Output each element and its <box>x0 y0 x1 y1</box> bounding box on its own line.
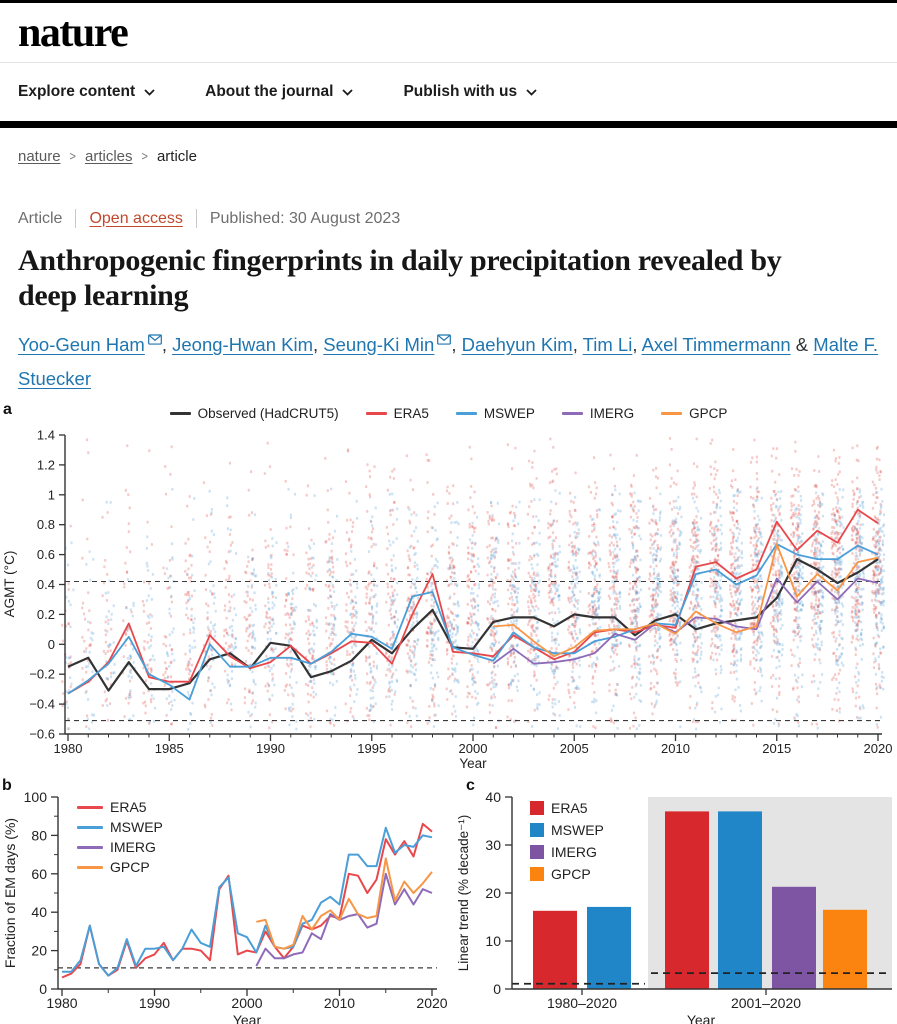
bar-2001-2020-mswep <box>718 811 762 989</box>
mswep-line <box>62 828 432 976</box>
breadcrumb-separator-icon: > <box>69 149 76 164</box>
nav-publish-with-us[interactable] <box>403 83 537 101</box>
x-axis-label: Year <box>686 1012 716 1024</box>
legend-label: ERA5 <box>393 406 429 421</box>
nav-label: Publish with us <box>403 83 518 100</box>
meta-divider <box>196 209 197 228</box>
legend-label: MSWEP <box>551 822 604 838</box>
gpcp-line <box>256 858 432 948</box>
email-icon[interactable] <box>148 322 162 356</box>
imerg-line <box>256 874 432 966</box>
legend-label: IMERG <box>589 406 635 421</box>
legend-label: IMERG <box>110 839 156 855</box>
era5-line <box>62 824 432 978</box>
legend-label: ERA5 <box>110 799 147 815</box>
open-access-link[interactable]: Open access <box>89 209 183 227</box>
published-date: Published: 30 August 2023 <box>209 209 401 227</box>
y-axis-label: AGMT (°C) <box>2 550 17 618</box>
figure-1 <box>0 401 897 1024</box>
site-header <box>0 3 897 128</box>
article-type: Article <box>18 209 63 227</box>
group-label: 1980–2020 <box>546 995 618 1011</box>
legend-label: ERA5 <box>551 800 588 816</box>
author-link[interactable]: Yoo-Geun Ham <box>18 333 145 355</box>
legend-label: Observed (HadCRUT5) <box>197 406 339 421</box>
page-title: Anthropogenic fingerprints in daily precipitation revealed by deep learning <box>18 244 782 313</box>
bar-2001-2020-era5 <box>665 811 709 989</box>
legend-label: GPCP <box>551 866 591 882</box>
y-axis-label: Linear trend (% decade⁻¹) <box>456 814 471 972</box>
meta-divider <box>75 209 76 228</box>
email-icon[interactable] <box>437 322 451 356</box>
panel-b-chart <box>0 775 460 1024</box>
chevron-down-icon <box>342 89 353 96</box>
panel-b-label: b <box>2 777 12 794</box>
y-axis-label: Fraction of EM days (%) <box>2 817 18 969</box>
breadcrumb-articles[interactable]: articles <box>84 148 133 165</box>
breadcrumb-article: article <box>156 148 197 165</box>
breadcrumb <box>0 128 897 165</box>
breadcrumb-separator-icon: > <box>141 149 148 164</box>
ensemble-scatter <box>61 437 885 731</box>
x-axis-label: Year <box>459 756 487 771</box>
panel-a-chart <box>0 401 897 775</box>
nav-label: About the journal <box>205 83 334 100</box>
x-axis-label: Year <box>232 1012 262 1024</box>
main-nav <box>0 63 897 121</box>
breadcrumb-nature[interactable]: nature <box>18 148 61 165</box>
chevron-down-icon <box>526 89 537 96</box>
author-link[interactable]: Jeong-Hwan Kim <box>172 333 313 355</box>
nature-logo[interactable]: nature <box>18 10 128 56</box>
bar-1980-2020-mswep <box>587 907 631 989</box>
nav-explore-content[interactable] <box>18 83 155 101</box>
chevron-down-icon <box>144 89 155 96</box>
nav-about-the-journal[interactable] <box>205 83 353 101</box>
nav-label: Explore content <box>18 83 136 100</box>
author-link[interactable]: Axel Timmermann <box>641 333 791 355</box>
bar-2001-2020-gpcp <box>823 910 867 989</box>
article-meta <box>18 209 879 228</box>
author-link[interactable]: Malte F. Stuecker <box>18 333 879 389</box>
masthead <box>0 3 897 62</box>
panel-a-label: a <box>3 401 12 418</box>
author-link[interactable]: Tim Li <box>582 333 633 355</box>
legend-label: GPCP <box>110 859 150 875</box>
group-label: 2001–2020 <box>730 995 802 1011</box>
author-list: Yoo-Geun Ham , Jeong-Hwan Kim, Seung-Ki Min , Daehyun Kim, Tim Li, Axel Timmermann & Malte F. Stuecker <box>18 328 879 396</box>
legend-label: IMERG <box>551 844 597 860</box>
legend-label: MSWEP <box>483 406 535 421</box>
header-black-bar <box>0 121 897 128</box>
bar-1980-2020-era5 <box>533 911 577 989</box>
legend-label: GPCP <box>689 406 728 421</box>
author-link[interactable]: Daehyun Kim <box>461 333 573 355</box>
panel-c-chart <box>455 775 897 1024</box>
panel-c-label: c <box>466 777 475 794</box>
legend-label: MSWEP <box>110 819 163 835</box>
author-link[interactable]: Seung-Ki Min <box>323 333 435 355</box>
